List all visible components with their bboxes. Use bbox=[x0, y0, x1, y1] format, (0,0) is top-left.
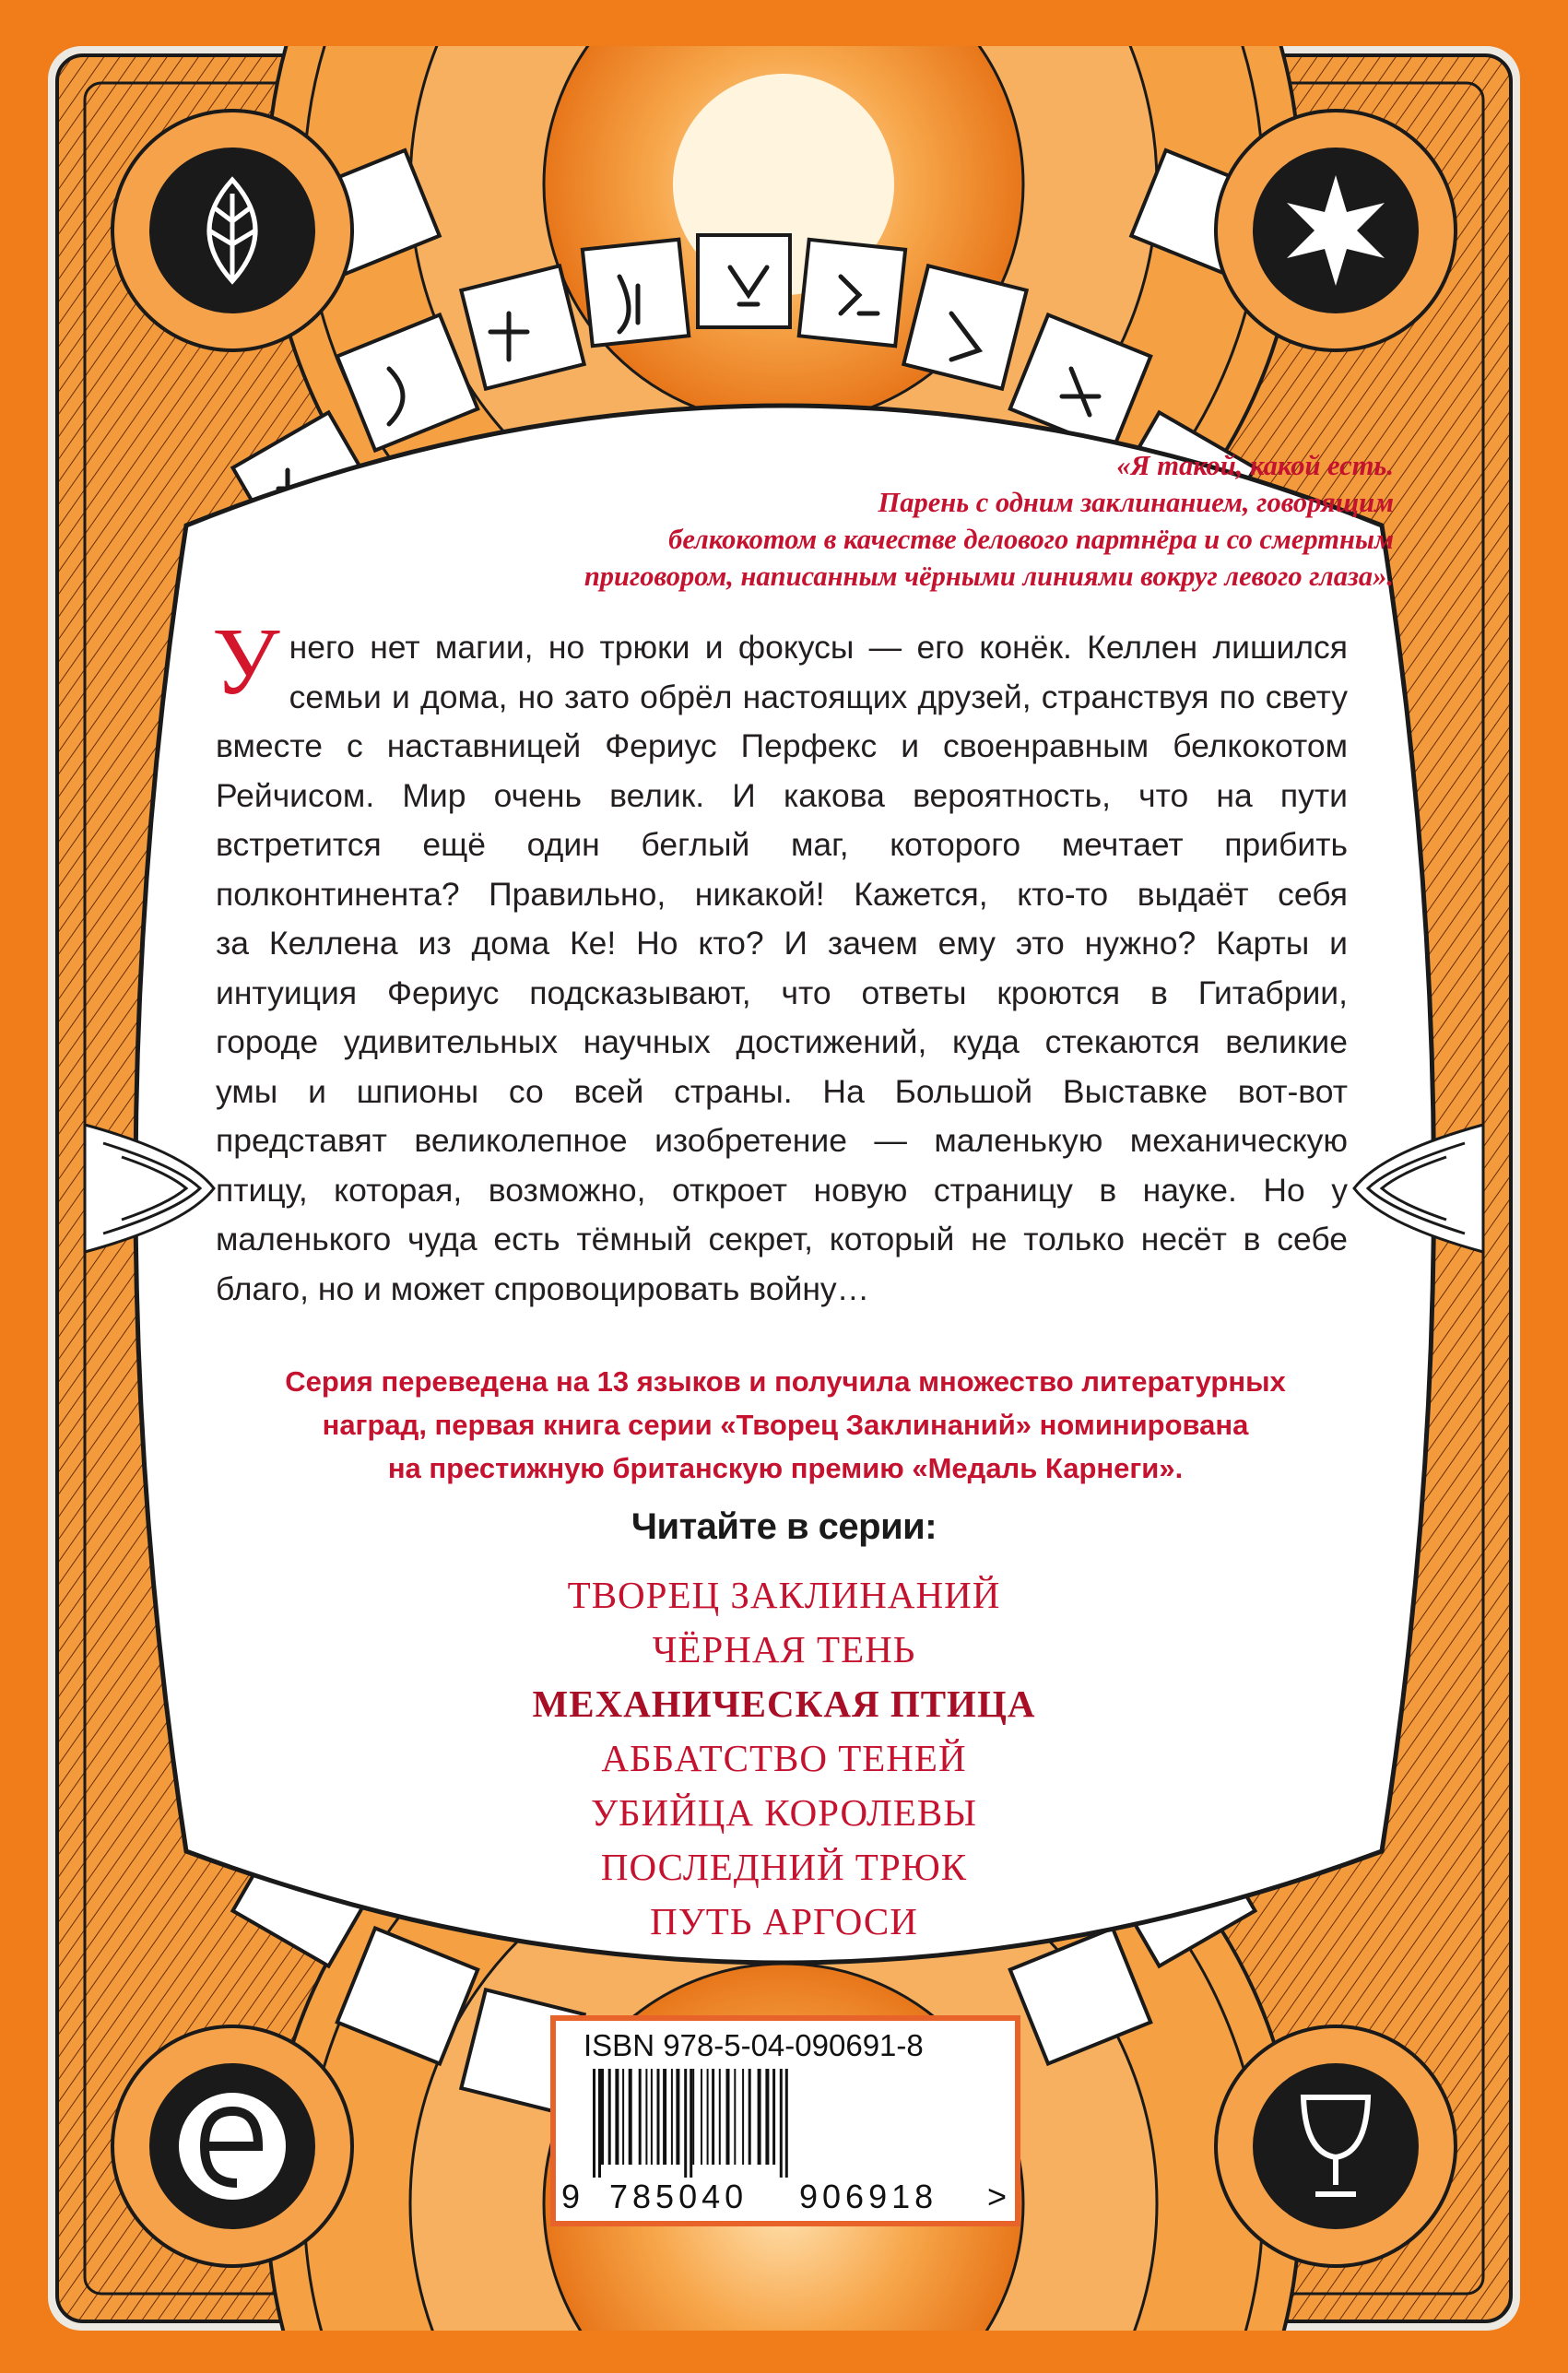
barcode-bar bbox=[601, 2069, 604, 2165]
description-line: вместе с наставницей Фериус Перфекс и своенравным белкокотом bbox=[216, 727, 1348, 764]
barcode-bar bbox=[734, 2069, 736, 2165]
series-book: УБИЙЦА КОРОЛЕВЫ bbox=[590, 1791, 977, 1834]
barcode-guard-bar bbox=[593, 2069, 595, 2178]
barcode-bar bbox=[622, 2069, 624, 2165]
barcode-bar bbox=[726, 2069, 730, 2165]
barcode-bar bbox=[671, 2069, 673, 2165]
description-line: встретится ещё один беглый маг, которого мечтает прибить bbox=[216, 826, 1348, 863]
awards-note bbox=[186, 1360, 1385, 1490]
series-book: АББАТСТВО ТЕНЕЙ bbox=[601, 1737, 967, 1779]
quote-line: «Я такой, какой есть. bbox=[1116, 450, 1394, 481]
barcode-bar bbox=[758, 2069, 761, 2165]
awards-line: на престижную британскую премию «Медаль Карнеги». bbox=[387, 1452, 1184, 1484]
series-book-current: МЕХАНИЧЕСКАЯ ПТИЦА bbox=[532, 1682, 1036, 1725]
barcode-bar bbox=[701, 2069, 702, 2165]
awards-line: наград, первая книга серии «Творец Заклинаний» номинирована bbox=[322, 1409, 1249, 1441]
quote-line: белкокотом в качестве делового партнёра и со смертным bbox=[668, 524, 1394, 555]
barcode-quiet-mark: > bbox=[987, 2178, 1008, 2215]
barcode-bar bbox=[657, 2069, 660, 2165]
barcode-box bbox=[550, 2015, 1020, 2226]
barcode-guard-bar bbox=[598, 2069, 601, 2178]
description-line: полконтинента? Правильно, никакой! Кажется, кто-то выдаёт себя bbox=[216, 875, 1348, 913]
series-book: ЧЁРНАЯ ТЕНЬ bbox=[652, 1628, 916, 1671]
description-line: интуиция Фериус подсказывают, что ответы кроются в Гитабрии, bbox=[216, 974, 1348, 1011]
description-line: Рейчисом. Мир очень велик. И какова вероятность, что на пути bbox=[216, 776, 1348, 814]
barcode-bar bbox=[663, 2069, 666, 2165]
barcode-bar bbox=[651, 2069, 653, 2165]
barcode-bar bbox=[692, 2069, 694, 2165]
series-heading: Читайте в серии: bbox=[631, 1506, 937, 1547]
barcode-bar bbox=[719, 2069, 721, 2165]
description-line: птицу, которая, возможно, откроет новую страницу в науке. Но у bbox=[216, 1171, 1348, 1209]
barcode bbox=[589, 2069, 985, 2178]
corner-medallion-bottom-right bbox=[1216, 2026, 1456, 2266]
epigraph-quote bbox=[260, 447, 1394, 595]
awards-line: Серия переведена на 13 языков и получила множество литературных bbox=[285, 1365, 1286, 1398]
barcode-bar bbox=[772, 2069, 775, 2165]
back-cover bbox=[48, 46, 1520, 2331]
series-book: ТВОРЕЦ ЗАКЛИНАНИЙ bbox=[567, 1574, 1001, 1616]
barcode-digits-right: 906918 bbox=[799, 2178, 938, 2215]
barcode-bar bbox=[645, 2069, 647, 2165]
series-book: ПУТЬ АРГОСИ bbox=[650, 1900, 918, 1942]
drop-cap: У bbox=[212, 608, 280, 714]
series-book: ПОСЛЕДНИЙ ТРЮК bbox=[600, 1846, 968, 1888]
book-description bbox=[212, 608, 1348, 1314]
description-line: благо, но и может спровоцировать войну… bbox=[216, 1269, 870, 1307]
barcode-bar bbox=[615, 2069, 619, 2165]
barcode-bar bbox=[742, 2069, 744, 2165]
barcode-bar bbox=[639, 2069, 642, 2165]
barcode-guard-bar bbox=[780, 2069, 783, 2178]
barcode-bar bbox=[765, 2069, 769, 2165]
barcode-digits-left: 785040 bbox=[609, 2178, 749, 2215]
quote-line: приговором, написанным чёрными линиями вокруг левого глаза». bbox=[584, 561, 1394, 592]
description-line: семьи и дома, но зато обрёл настоящих друзей, странствуя по свету bbox=[289, 678, 1348, 715]
quote-line: Парень с одним заклинанием, говорящим bbox=[878, 487, 1394, 518]
description-line: городе удивительных научных достижений, куда стекаются великие bbox=[216, 1023, 1348, 1060]
isbn-text: ISBN 978-5-04-090691-8 bbox=[584, 2028, 924, 2062]
description-line: представят великолепное изобретение — маленькую механическую bbox=[216, 1122, 1348, 1159]
barcode-digit-lead: 9 bbox=[561, 2178, 581, 2215]
barcode-guard-bar bbox=[684, 2069, 687, 2178]
barcode-bar bbox=[629, 2069, 632, 2165]
barcode-bar bbox=[749, 2069, 751, 2165]
barcode-bar bbox=[676, 2069, 679, 2165]
description-line: за Келлена из дома Ке! Но кто? И зачем ему это нужно? Карты и bbox=[216, 925, 1348, 962]
barcode-guard-bar bbox=[690, 2069, 692, 2178]
barcode-bar bbox=[712, 2069, 714, 2165]
barcode-guard-bar bbox=[785, 2069, 788, 2178]
series-list bbox=[48, 1568, 1520, 1949]
publisher-logo-icon bbox=[179, 2093, 286, 2200]
barcode-bar bbox=[707, 2069, 709, 2165]
description-line: умы и шпионы со всей страны. На Большой Выставке вот-вот bbox=[216, 1072, 1348, 1110]
description-line: маленького чуда есть тёмный секрет, который не только несёт в себе bbox=[216, 1221, 1348, 1257]
description-line: него нет магии, но трюки и фокусы — его конёк. Келлен лишился bbox=[289, 629, 1348, 666]
barcode-bar bbox=[608, 2069, 611, 2165]
